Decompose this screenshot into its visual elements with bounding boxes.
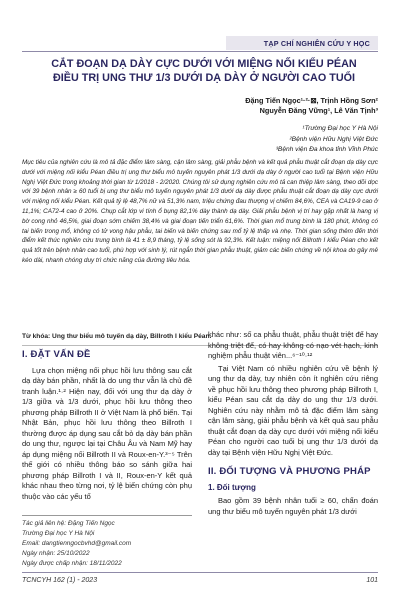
journal-section-label: TẠP CHÍ NGHIÊN CỨU Y HỌC — [226, 36, 378, 50]
correspondence-block — [22, 519, 192, 569]
affiliation-1: ¹Trường Đại học Y Hà Nội — [302, 125, 378, 132]
author-list: Đặng Tiến Ngọc¹·²·⊠, Trịnh Hồng Sơn² Nguyễn Đăng Vững¹, Lê Văn Tịnh³ — [245, 96, 378, 115]
section-heading-intro: I. ĐẶT VẤN ĐỀ — [22, 349, 91, 360]
header-rule — [22, 51, 378, 52]
subheading-subjects: 1. Đối tượng — [208, 482, 256, 492]
subjects-paragraph: Bao gồm 39 bệnh nhân tuổi ≥ 60, chẩn đoán ung thư biểu mô tuyến nguyên phát 1/3 dưới — [208, 496, 378, 516]
keywords: Từ khóa: Ung thư biểu mô tuyến dạ dày, Billroth I kiểu Péan. — [22, 333, 212, 340]
received-date: Ngày nhận: 25/10/2022 — [22, 550, 90, 557]
page-number: 101 — [366, 577, 378, 584]
affiliations — [178, 124, 378, 156]
affiliation-3: ³Bệnh viện Đa khoa tỉnh Vĩnh Phúc — [275, 146, 378, 153]
corresponding-institution: Trường Đại học Y Hà Nội — [22, 530, 95, 537]
intro-paragraph-2: Tại Việt Nam có nhiều nghiên cứu về bệnh lý ung thư dạ dày, tuy nhiên còn ít nghiên cứu riêng về phục hồi lưu thông theo phương pháp Billroth I, kiểu Péan sau cắt dạ dày do ung thư 1/3 dưới. Nghiên cứu này nhằm mô tả đặc điểm lâm sàng cận lâm sàng, giải phẫu bệnh và kết quả sau phẫu thuật cắt đoạn dạ dày cực dưới với miệng nối kiểu Péan cho người cao tuổi bị ung thư 1/3 dưới dạ dày tại Bệnh viện Hữu Nghị Việt Đức. — [208, 363, 378, 457]
affiliation-2: ²Bệnh viện Hữu Nghị Việt Đức — [289, 135, 378, 143]
abstract: Mục tiêu của nghiên cứu là mô tả đặc điểm lâm sàng, cận lâm sàng, giải phẫu bệnh và kết quả phẫu thuật cắt đoạn dạ dày cực dưới với miệng nối kiểu Péan điều trị ung thư biểu mô tuyến nguyên phát 1/3 dưới dạ dày ở người cao tuổi tại Bệnh viện Hữu Nghị Việt Đức trong khoảng thời gian từ 1/2018 - 2/2020. Chúng tôi sử dụng nghiên cứu mô tả can thiệp lâm sàng, theo dõi dọc với 39 bệnh nhân ≥ 60 tuổi bị ung thư biểu mô tuyến nguyên phát 1/3 dưới dạ dày được phẫu thuật cắt đoạn dạ dày cực dưới với miệng nối kiểu Péan. Kết quả tỷ lệ 48,7% nữ và 51,3% nam, triệu chứng đau thượng vị chiếm 84,6%, CEA và CA19-9 cao ở 11,1%; CA72-4 cao ở 20%. Chụp cắt lớp vi tính ổ bụng 82,1% dày thành dạ dày. Giải phẫu bệnh vị trí hay gặp nhất là hang vị bờ cong nhỏ 46,5%, giai đoạn sớm chiếm 38,4% và giai đoạn tiến triển 61,6%. Thời gian mổ trung bình là 180 phút, không có tai biến trong mổ, không có tử vong hậu phẫu, tai biến và biến chứng sau mổ tỷ lệ thấp và nhẹ. Thời gian sống thêm đến thời điểm kết thúc nghiên cứu trung bình là 41 ± 8,9 tháng, tỷ lệ sống sót là 92,3%. Kết luận: miệng nối Billroth I kiểu Péan cho kết quả tốt trên bệnh nhân cao tuổi, phù hợp với sinh lý, rút ngắn thời gian phẫu thuật, giảm các biến chứng về nội khoa do gây mê kéo dài, nhanh chóng duy trì chức năng của đường tiêu hóa. — [22, 159, 378, 264]
corresponding-author: Tác giả liên hệ: Đặng Tiến Ngọc — [22, 520, 115, 527]
footer-rule — [22, 572, 378, 573]
section-heading-methods: II. ĐỐI TƯỢNG VÀ PHƯƠNG PHÁP — [208, 466, 371, 477]
journal-issue: TCNCYH 162 (1) - 2023 — [22, 577, 98, 584]
right-column — [208, 330, 378, 519]
left-column — [22, 350, 192, 504]
accepted-date: Ngày được chấp nhận: 18/11/2022 — [22, 560, 122, 567]
correspondence-rule — [22, 515, 192, 516]
corresponding-email[interactable]: Email: dangtienngocbvhd@gmail.com — [22, 540, 132, 547]
continued-paragraph: khác như: số ca phẫu thuật, phẫu thuật triệt để hay không triệt để, có hay không có nạo vét hạch, kinh nghiệm phẫu thuật viên...⁶⁻¹⁰·¹² — [208, 330, 378, 360]
article-title: CẮT ĐOẠN DẠ DÀY CỰC DƯỚI VỚI MIỆNG NỐI KIỂU PÉAN ĐIỀU TRỊ UNG THƯ 1/3 DƯỚI DẠ DÀY Ở NGƯỜI CAO TUỔI — [51, 58, 357, 84]
intro-paragraph: Lựa chọn miệng nối phục hồi lưu thông sau cắt dạ dày bán phần, nhất là do ung thư vẫn là chủ đề tranh luận.¹·² Hiện nay, đối với ung thư dạ dày ở 1/3 giữa và 1/3 dưới, phục hồi lưu thông theo phương pháp Billroth II ở Việt Nam là phổ biến. Tại Nhật Bản, phục hồi lưu thông theo Billroth I thường được áp dụng sau cắt bỏ dạ dày bán phần do ung thư, ngược lại tại Châu Âu và Nam Mỹ hay áp dụng miệng nối Billroth II và Roux-en-Y.³⁻⁵ Trên thế giới có nhiều thông báo so sánh giữa hai phương pháp Billroth I và II, Roux-en-Y kết quả khác nhau theo từng nơi, tỷ lệ biến chứng còn phụ thuộc vào các yếu tố — [22, 365, 192, 501]
